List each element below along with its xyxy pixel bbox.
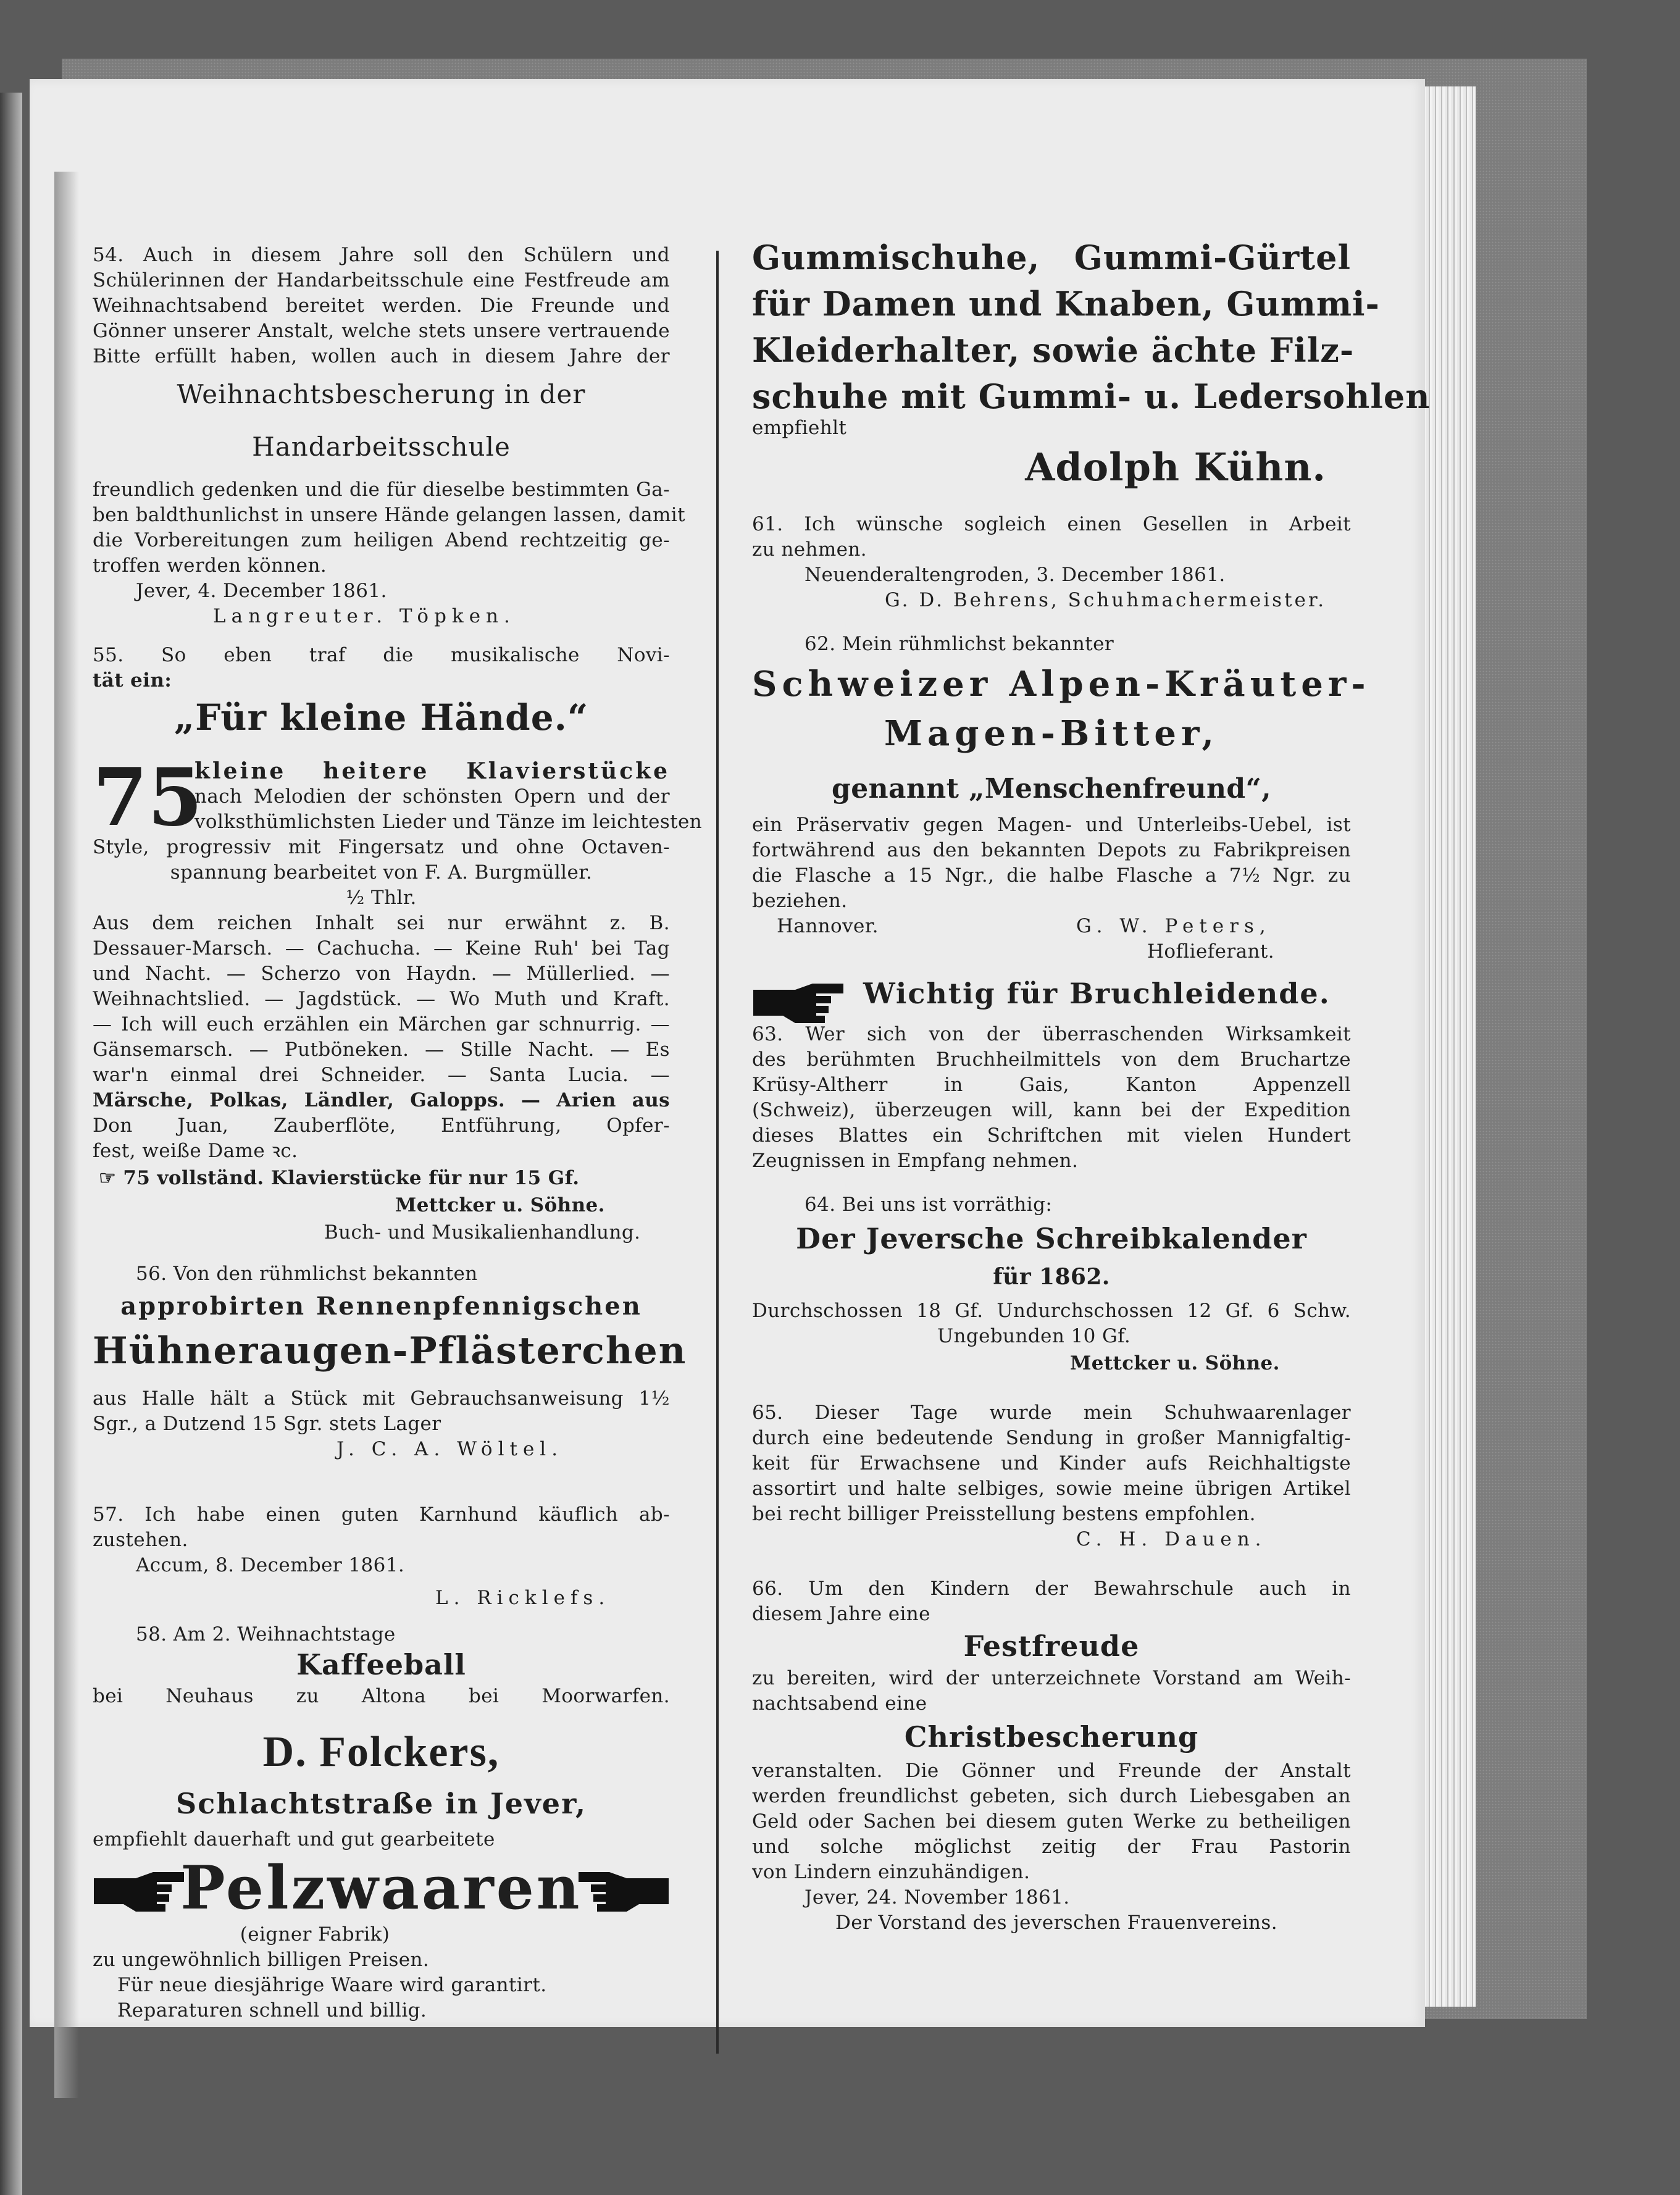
text-line: zustehen. [93,1529,188,1551]
text-line: 58. Am 2. Weihnachtstage [136,1623,396,1645]
heading: Kleiderhalter, sowie ächte Filz- [752,330,1355,370]
big-number: 75 [93,751,203,844]
text-line: bei Neuhaus zu Altona bei Moorwarfen. [93,1685,670,1707]
heading: genannt „Menschenfreund“, [832,773,1271,805]
text-line: Dessauer-Marsch. — Cachucha. — Keine Ruh' bei Tag [93,937,670,960]
heading: für 1862. [993,1264,1110,1290]
text-line: fortwährend aus den bekannten Depots zu Fabrikpreisen [752,839,1351,861]
text-line: 63. Wer sich von der überraschenden Wirksamkeit [752,1023,1351,1045]
heading: Handarbeitsschule [252,432,511,462]
signature: J. C. A. Wöltel. [336,1438,564,1460]
text-line: veranstalten. Die Gönner und Freunde der Anstalt [752,1760,1351,1782]
text-line: 54. Auch in diesem Jahre soll den Schülern und [93,244,670,266]
text-line: freundlich gedenken und die für dieselbe bestimmten Ga- [93,479,670,501]
text-line: nach Melodien der schönsten Opern und der [194,785,670,808]
text-line: Ungebunden 10 Gf. [937,1325,1131,1347]
signature: Mettcker u. Söhne. [1070,1352,1280,1374]
text-line: Schülerinnen der Handarbeitsschule eine Festfreude am [93,269,670,291]
text-line: assortirt und halte selbiges, sowie meine übrigen Artikel [752,1478,1351,1500]
text-line: werden freundlichst gebeten, sich durch Liebesgaben an [752,1785,1351,1807]
date-line: Jever, 4. December 1861. [136,580,387,602]
text-line: — Ich will euch erzählen ein Märchen gar schnurrig. — [93,1013,670,1035]
text-line: tät ein: [93,669,172,692]
text-line: 64. Bei uns ist vorräthig: [804,1194,1053,1216]
text-line: und solche möglichst zeitig der Frau Pastorin [752,1836,1351,1858]
signature: G. D. Behrens, Schuhmachermeister. [885,589,1327,611]
text-line: nachtsabend eine [752,1692,927,1715]
text-line: ☞ 75 vollständ. Klavierstücke für nur 15 Gf. [99,1167,580,1189]
text-line: spannung bearbeitet von F. A. Burgmüller. [170,861,593,884]
text-line: dieses Blattes ein Schriftchen mit vielen Hundert [752,1124,1351,1147]
text-line: keit für Erwachsene und Kinder aufs Reichhaltigste [752,1452,1351,1474]
heading: für Damen und Knaben, Gummi- [752,284,1380,324]
signature: Der Vorstand des jeverschen Frauenvereins. [835,1912,1277,1934]
text-line: Märsche, Polkas, Ländler, Galopps. — Arien aus [93,1089,670,1111]
text-line: 61. Ich wünsche sogleich einen Gesellen in Arbeit [752,513,1351,535]
text-line: 56. Von den rühmlichst bekannten [136,1263,478,1285]
text-line: zu bereiten, wird der unterzeichnete Vorstand am Weih- [752,1667,1351,1689]
text-line: 55. So eben traf die musikalische Novi- [93,644,670,666]
text-line: aus Halle hält a Stück mit Gebrauchsanweisung 1½ [93,1387,670,1410]
text-line: Weihnachtslied. — Jagdstück. — Wo Muth und Kraft. [93,988,670,1010]
text-line: Don Juan, Zauberflöte, Entführung, Opfer- [93,1114,670,1137]
signature: C. H. Dauen. [1076,1528,1267,1550]
heading: „Für kleine Hände.“ [173,696,589,738]
text-line: die Flasche a 15 Ngr., die halbe Flasche a 7½ Ngr. zu [752,864,1351,887]
text-line: empfiehlt [752,417,847,439]
text-line: diesem Jahre eine [752,1603,930,1625]
text-line: (eigner Fabrik) [240,1923,390,1946]
text-line: durch eine bedeutende Sendung in großer Mannigfaltig- [752,1427,1351,1449]
date-line: Neuenderaltengroden, 3. December 1861. [804,564,1226,586]
text-line: des berühmten Bruchheilmittels von dem Bruchartze [752,1048,1351,1071]
text-line: Weihnachtsabend bereitet werden. Die Freunde und [93,295,670,317]
text-line: Bitte erfüllt haben, wollen auch in diesem Jahre der [93,345,670,367]
text-line: troffen werden können. [93,554,327,577]
date-line: Accum, 8. December 1861. [136,1554,405,1576]
pointing-hand-right-icon [752,976,845,1026]
text-line: kleine heitere Klavierstücke [194,758,670,784]
signature: L. Ricklefs. [435,1587,611,1609]
heading: Wichtig für Bruchleidende. [863,977,1331,1010]
text-line: empfiehlt dauerhaft und gut gearbeitete [93,1828,495,1850]
text-line: 57. Ich habe einen guten Karnhund käuflich ab- [93,1503,670,1526]
place: Hannover. [777,915,879,937]
advertiser-name: D. Folckers, [262,1728,500,1776]
pointing-hand-left-icon [577,1865,670,1914]
heading: Gummischuhe, Gummi-Gürtel [752,238,1351,277]
date-line: Jever, 24. November 1861. [804,1886,1070,1909]
text-line: Krüsy-Altherr in Gais, Kanton Appenzell [752,1074,1351,1096]
text-line: Sgr., a Dutzend 15 Sgr. stets Lager [93,1413,441,1435]
text-line: fest, weiße Dame ꝛc. [93,1140,298,1162]
heading: Weihnachtsbescherung in der [177,379,586,409]
price: ½ Thlr. [346,887,417,909]
text-line: die Vorbereitungen zum heiligen Abend rechtzeitig ge- [93,529,670,551]
text-line: 65. Dieser Tage wurde mein Schuhwaarenlager [752,1402,1351,1424]
signature: Buch- und Musikalienhandlung. [324,1221,641,1244]
heading: Schlachtstraße in Jever, [176,1787,587,1820]
text-line: Für neue diesjährige Waare wird garantirt. [117,1974,547,1996]
text-line: Reparaturen schnell und billig. [117,1999,427,2021]
text-line: volksthümlichsten Lieder und Tänze im leichtesten [194,811,703,833]
text-line: Durchschossen 18 Gf. Undurchschossen 12 Gf. 6 Schw. [752,1300,1351,1322]
heading: Christbescherung [904,1720,1199,1754]
text-line: Gänsemarsch. — Putböneken. — Stille Nacht. — Es [93,1039,670,1061]
advertiser-name: Adolph Kühn. [1025,445,1326,490]
text-line: ein Präservativ gegen Magen- und Unterleibs-Uebel, ist [752,814,1351,836]
text-line: Gönner unserer Anstalt, welche stets unsere vertrauende [93,320,670,342]
text-line: bei recht billiger Preisstellung bestens empfohlen. [752,1503,1256,1525]
text-line: Zeugnissen in Empfang nehmen. [752,1150,1079,1172]
text-line: (Schweiz), überzeugen will, kann bei der Expedition [752,1099,1351,1121]
text-line: 66. Um den Kindern der Bewahrschule auch in [752,1578,1351,1600]
heading: Schweizer Alpen-Kräuter- [752,664,1371,704]
signature: G. W. Peters, [1076,915,1271,937]
book-spine-edge [0,93,22,2195]
signature: Langreuter. Töpken. [213,605,516,627]
text-line: Aus dem reichen Inhalt sei nur erwähnt z. B. [93,912,670,934]
heading: Pelzwaaren [180,1853,582,1923]
text-line: Geld oder Sachen bei diesem guten Werke zu betheiligen [752,1810,1351,1833]
heading: schuhe mit Gummi- u. Ledersohlen [752,377,1431,416]
text-line: war'n einmal drei Schneider. — Santa Lucia. — [93,1064,670,1086]
heading: Kaffeeball [296,1648,466,1681]
text-line: 62. Mein rühmlichst bekannter [804,633,1114,655]
text-line: beziehen. [752,890,848,912]
signature: Mettcker u. Söhne. [395,1194,605,1216]
text-line: zu ungewöhnlich billigen Preisen. [93,1949,430,1971]
text-line: ben baldthunlichst in unsere Hände gelangen lassen, damit [93,504,685,526]
heading: Magen-Bitter, [884,713,1219,754]
signature: Hoflieferant. [1147,940,1274,963]
heading: Hühneraugen-Pflästerchen [93,1329,687,1373]
text-line [752,773,1351,805]
column-divider [716,251,719,2054]
heading: Festfreude [963,1629,1140,1663]
newspaper-page [30,79,1431,2027]
heading: Der Jeversche Schreibkalender [796,1222,1307,1255]
gutter-shadow [54,172,79,2098]
text-line: von Lindern einzuhändigen. [752,1861,1030,1883]
text-line: und Nacht. — Scherzo von Haydn. — Müllerlied. — [93,963,670,985]
text-line: Style, progressiv mit Fingersatz und ohne Octaven- [93,836,670,858]
heading: approbirten Rennenpfennigschen [120,1292,642,1321]
text-line: zu nehmen. [752,538,867,561]
